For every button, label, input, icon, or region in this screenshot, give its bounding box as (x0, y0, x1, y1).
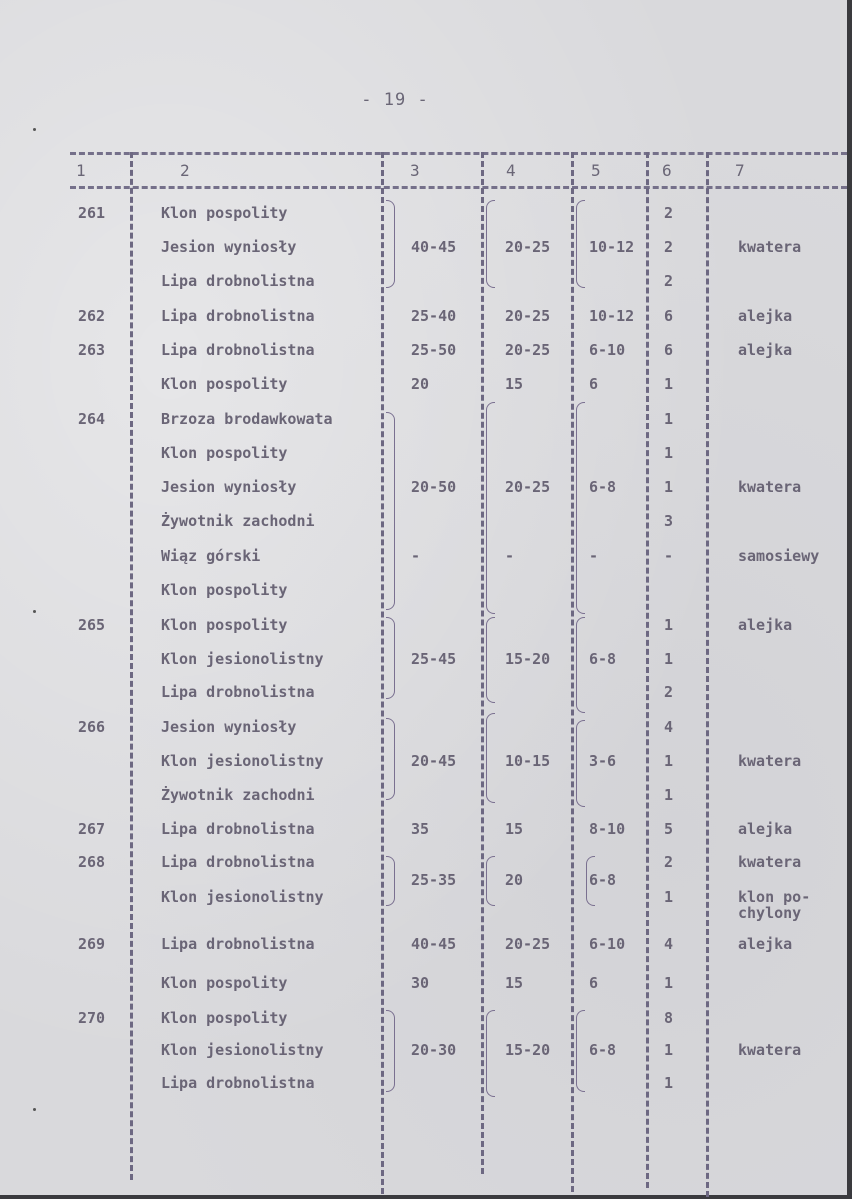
cell-col7: alejka (738, 307, 793, 325)
cell-col4: 15 (505, 375, 524, 393)
cell-col3: 20 (411, 375, 430, 393)
cell-col5: 6-10 (589, 341, 626, 359)
grouping-brace (486, 1010, 495, 1097)
cell-col6: 2 (664, 272, 674, 290)
cell-col4: 15-20 (505, 650, 551, 668)
header-col-4: 4 (506, 161, 516, 180)
cell-col6: 4 (664, 935, 674, 953)
cell-number: 266 (78, 718, 106, 736)
cell-col7: alejka (738, 820, 793, 838)
grouping-brace (576, 1010, 585, 1092)
cell-col3: 35 (411, 820, 430, 838)
cell-col6: 1 (664, 1074, 674, 1092)
cell-col3: 40-45 (411, 238, 457, 256)
header-col-2: 2 (180, 161, 190, 180)
cell-col3: 25-45 (411, 650, 457, 668)
cell-species: Klon pospolity (161, 444, 288, 462)
cell-species: Lipa drobnolistna (161, 820, 315, 838)
cell-col6: 1 (664, 410, 674, 428)
cell-col3: 20-50 (411, 478, 457, 496)
cell-col7: alejka (738, 616, 793, 634)
header-col-5: 5 (591, 161, 601, 180)
scan-edge-right (847, 0, 852, 1199)
grouping-brace (486, 617, 495, 703)
cell-number: 262 (78, 307, 106, 325)
cell-species: Klon jesionolistny (161, 752, 324, 770)
page-number: - 19 - (361, 90, 429, 110)
cell-col3: 25-50 (411, 341, 457, 359)
grouping-brace (576, 402, 585, 614)
cell-col4: 20-25 (505, 478, 551, 496)
cell-species: Klon jesionolistny (161, 1041, 324, 1059)
cell-col4: - (505, 547, 515, 565)
cell-col6: 2 (664, 683, 674, 701)
cell-col4: 20-25 (505, 238, 551, 256)
cell-species: Lipa drobnolistna (161, 1074, 315, 1092)
cell-col5: 10-12 (589, 238, 635, 256)
cell-col7: kwatera (738, 478, 802, 496)
cell-col6: 1 (664, 752, 674, 770)
cell-col6: 6 (664, 307, 674, 325)
table-top-rule (70, 152, 847, 155)
cell-species: Klon pospolity (161, 616, 288, 634)
cell-col5: 6-8 (589, 650, 617, 668)
cell-col3: 25-35 (411, 871, 457, 889)
cell-col5: 3-6 (589, 752, 617, 770)
cell-number: 269 (78, 935, 106, 953)
grouping-brace (486, 402, 495, 614)
cell-number: 263 (78, 341, 106, 359)
grouping-brace (386, 856, 395, 906)
grouping-brace (576, 617, 585, 713)
cell-col3: - (411, 547, 421, 565)
column-divider (706, 152, 709, 1197)
cell-col7: kwatera (738, 238, 802, 256)
cell-number: 264 (78, 410, 106, 428)
cell-number: 268 (78, 853, 106, 871)
cell-col6: 2 (664, 238, 674, 256)
column-divider (130, 152, 133, 1180)
cell-species: Żywotnik zachodni (161, 512, 315, 530)
cell-species: Lipa drobnolistna (161, 935, 315, 953)
cell-col6: 2 (664, 853, 674, 871)
cell-col7: kwatera (738, 1041, 802, 1059)
cell-col3: 20-30 (411, 1041, 457, 1059)
cell-col7: klon po- (738, 888, 811, 906)
grouping-brace (386, 1010, 395, 1092)
column-divider (381, 152, 384, 1194)
cell-col6: 1 (664, 974, 674, 992)
cell-species: Jesion wyniosły (161, 238, 297, 256)
cell-col6: 1 (664, 786, 674, 804)
cell-col5: 6 (589, 375, 599, 393)
cell-col4: 15 (505, 974, 524, 992)
table-header-rule (70, 186, 847, 189)
cell-col4: 15-20 (505, 1041, 551, 1059)
grouping-brace (486, 713, 495, 803)
cell-species: Klon jesionolistny (161, 650, 324, 668)
cell-col6: - (664, 547, 674, 565)
cell-col7: alejka (738, 935, 793, 953)
cell-species: Lipa drobnolistna (161, 272, 315, 290)
cell-col6: 1 (664, 444, 674, 462)
cell-col6: 1 (664, 478, 674, 496)
cell-col5: 6-8 (589, 478, 617, 496)
grouping-brace (386, 718, 395, 800)
cell-col5: 6-8 (589, 871, 617, 889)
cell-col4: 15 (505, 820, 524, 838)
grouping-brace (576, 720, 585, 807)
cell-col5: 6-10 (589, 935, 626, 953)
cell-col4: 20 (505, 871, 524, 889)
cell-col3: 40-45 (411, 935, 457, 953)
header-col-7: 7 (735, 161, 745, 180)
header-col-1: 1 (76, 161, 86, 180)
cell-species: Brzoza brodawkowata (161, 410, 333, 428)
cell-species: Klon pospolity (161, 375, 288, 393)
cell-species: Klon pospolity (161, 974, 288, 992)
header-col-3: 3 (410, 161, 420, 180)
grouping-brace (386, 200, 395, 288)
margin-mark (33, 128, 36, 131)
cell-species: Klon pospolity (161, 1009, 288, 1027)
cell-number: 261 (78, 204, 106, 222)
column-divider (481, 152, 484, 1174)
cell-species: Wiąz górski (161, 547, 261, 565)
grouping-brace (486, 856, 495, 906)
grouping-brace (386, 617, 395, 699)
cell-col6: 1 (664, 616, 674, 634)
cell-col3: 30 (411, 974, 430, 992)
cell-col6: 1 (664, 888, 674, 906)
cell-species: Klon pospolity (161, 581, 288, 599)
cell-col4: 20-25 (505, 307, 551, 325)
cell-number: 265 (78, 616, 106, 634)
column-divider (571, 152, 574, 1192)
cell-col3: 25-40 (411, 307, 457, 325)
cell-species: Klon pospolity (161, 204, 288, 222)
cell-species: Lipa drobnolistna (161, 683, 315, 701)
grouping-brace (386, 412, 395, 610)
cell-col7: chylony (738, 904, 802, 922)
cell-col3: 20-45 (411, 752, 457, 770)
cell-col4: 20-25 (505, 935, 551, 953)
cell-col4: 10-15 (505, 752, 551, 770)
cell-col5: - (589, 547, 599, 565)
cell-species: Lipa drobnolistna (161, 853, 315, 871)
cell-col7: kwatera (738, 752, 802, 770)
header-col-6: 6 (662, 161, 672, 180)
cell-col6: 1 (664, 375, 674, 393)
cell-col7: kwatera (738, 853, 802, 871)
cell-species: Lipa drobnolistna (161, 341, 315, 359)
cell-species: Jesion wyniosły (161, 478, 297, 496)
cell-number: 270 (78, 1009, 106, 1027)
grouping-brace (576, 200, 585, 288)
cell-species: Lipa drobnolistna (161, 307, 315, 325)
margin-mark (33, 1108, 36, 1111)
cell-col6: 1 (664, 650, 674, 668)
cell-species: Żywotnik zachodni (161, 786, 315, 804)
cell-col6: 8 (664, 1009, 674, 1027)
cell-col5: 10-12 (589, 307, 635, 325)
cell-number: 267 (78, 820, 106, 838)
cell-col6: 1 (664, 1041, 674, 1059)
column-divider (646, 152, 649, 1188)
cell-col4: 20-25 (505, 341, 551, 359)
margin-mark (33, 610, 36, 613)
cell-col7: alejka (738, 341, 793, 359)
cell-species: Klon jesionolistny (161, 888, 324, 906)
cell-col5: 6 (589, 974, 599, 992)
cell-col6: 3 (664, 512, 674, 530)
grouping-brace (486, 200, 495, 288)
cell-col5: 8-10 (589, 820, 626, 838)
cell-species: Jesion wyniosły (161, 718, 297, 736)
scan-edge-bottom (0, 1195, 852, 1199)
cell-col6: 6 (664, 341, 674, 359)
cell-col5: 6-8 (589, 1041, 617, 1059)
cell-col6: 5 (664, 820, 674, 838)
cell-col6: 4 (664, 718, 674, 736)
cell-col6: 2 (664, 204, 674, 222)
cell-col7: samosiewy (738, 547, 820, 565)
